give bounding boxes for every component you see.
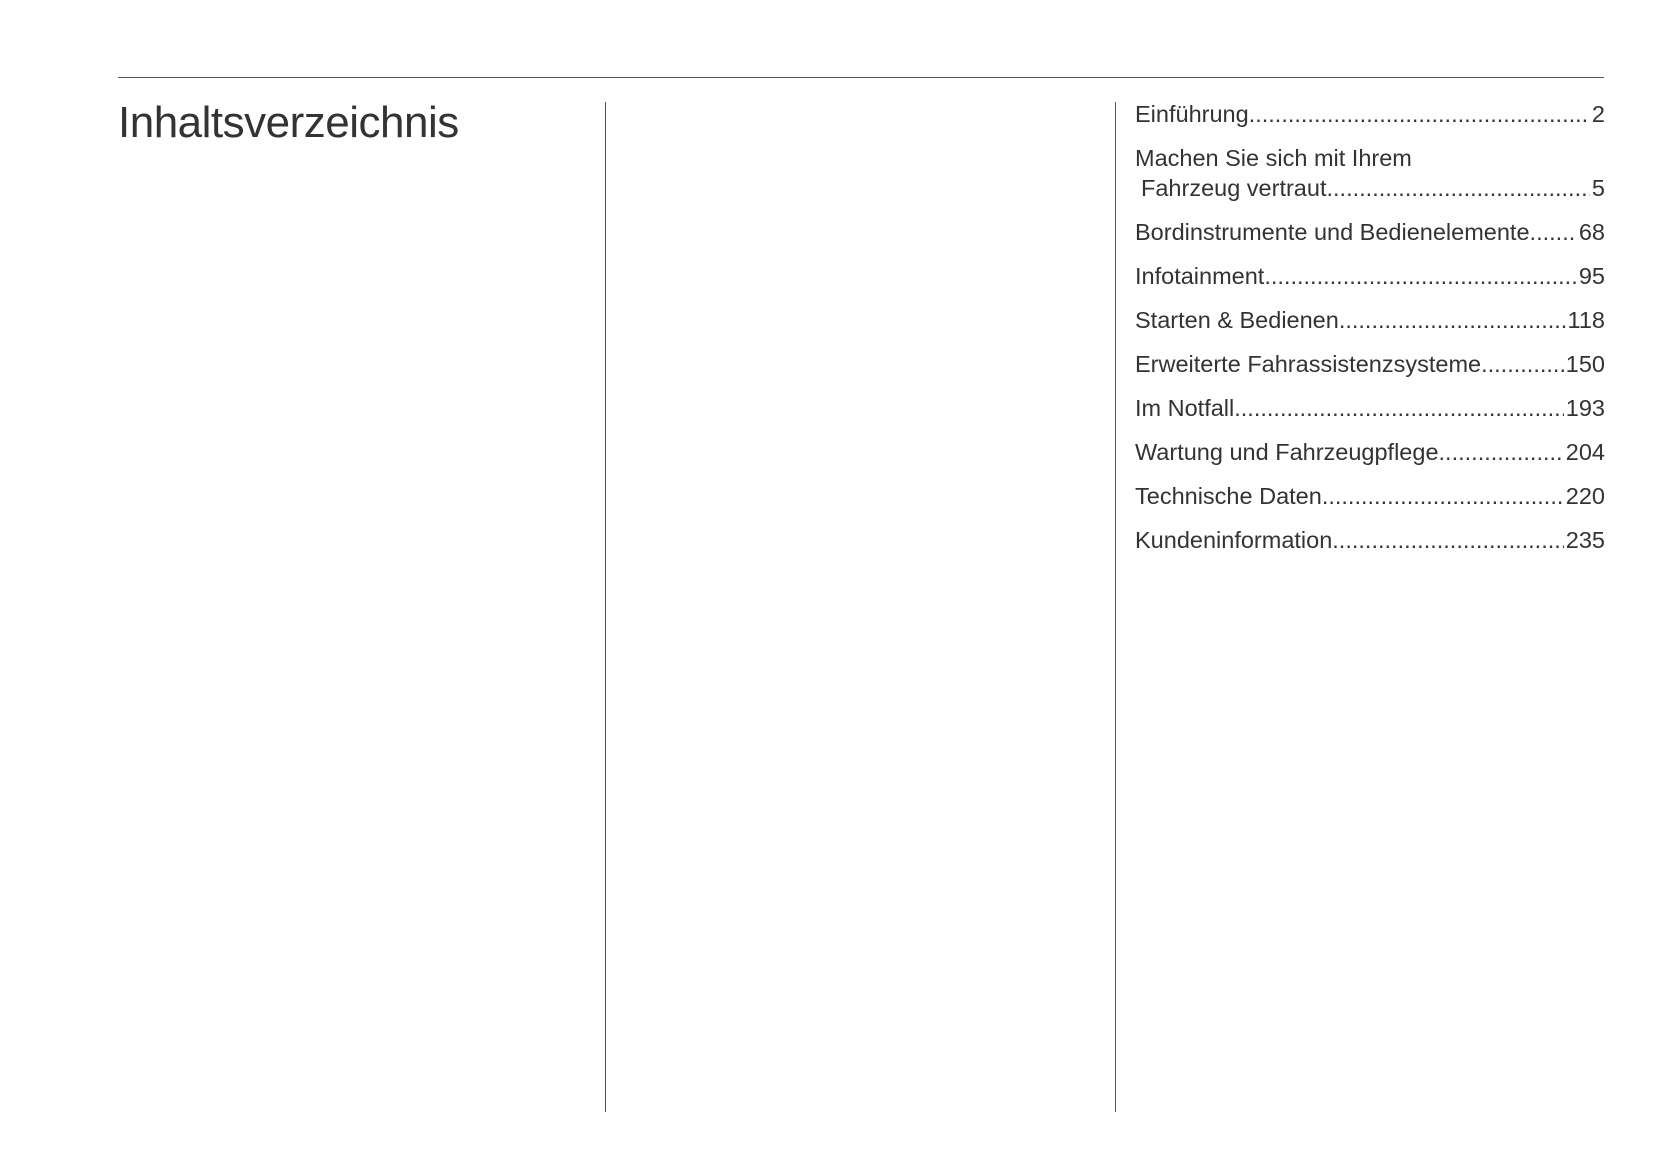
toc-entry-title: Im Notfall: [1135, 395, 1235, 421]
toc-leader-dots: [1322, 481, 1564, 511]
top-rule: [118, 77, 1604, 78]
toc-entry-title: Wartung und Fahrzeugpflege: [1135, 439, 1439, 465]
toc-entry-technische-daten[interactable]: [1135, 481, 1605, 511]
toc-entry-title: Einführung: [1135, 101, 1249, 127]
toc-entry-einfuehrung[interactable]: [1135, 99, 1605, 129]
toc-leader-dots: [1326, 173, 1589, 203]
toc-entry-fahrzeug-vertraut[interactable]: [1135, 143, 1605, 203]
toc-entry-starten-bedienen[interactable]: [1135, 305, 1605, 335]
toc-entry-page: 220: [1565, 483, 1605, 509]
toc-entry-page: 150: [1565, 351, 1605, 377]
toc-entry-title: Starten & Bedienen: [1135, 307, 1339, 333]
toc-entry-page: 204: [1565, 439, 1605, 465]
toc-entry-kundeninformation[interactable]: [1135, 525, 1605, 555]
toc-entry-title: Kundeninformation: [1135, 527, 1333, 553]
toc-leader-dots: [1339, 305, 1566, 335]
toc-leader-dots: [1264, 261, 1577, 291]
toc-leader-dots: [1481, 349, 1564, 379]
toc-entry-page: 2: [1591, 101, 1605, 127]
toc-entry-title-line2: Fahrzeug vertraut: [1141, 175, 1327, 201]
toc-entry-infotainment[interactable]: [1135, 261, 1605, 291]
toc-entry-page: 235: [1565, 527, 1605, 553]
toc-leader-dots: [1249, 99, 1590, 129]
table-of-contents: [1135, 99, 1605, 569]
toc-leader-dots: [1530, 217, 1577, 247]
toc-entry-bordinstrumente[interactable]: [1135, 217, 1605, 247]
toc-entry-title: Bordinstrumente und Bedienelemente: [1135, 219, 1530, 245]
toc-entry-title: Infotainment: [1135, 263, 1265, 289]
toc-entry-title: Erweiterte Fahrassistenzsysteme: [1135, 351, 1482, 377]
page-title: Inhaltsverzeichnis: [118, 98, 459, 147]
toc-entry-page: 68: [1578, 219, 1605, 245]
toc-entry-im-notfall[interactable]: [1135, 393, 1605, 423]
toc-entry-wartung[interactable]: [1135, 437, 1605, 467]
toc-entry-title-line1: Machen Sie sich mit Ihrem: [1135, 145, 1412, 171]
toc-entry-page: 95: [1578, 263, 1605, 289]
column-divider-right: [1115, 102, 1116, 1112]
toc-entry-page: 5: [1591, 175, 1605, 201]
column-divider-left: [605, 102, 606, 1112]
toc-leader-dots: [1234, 393, 1564, 423]
toc-entry-title: Technische Daten: [1135, 483, 1322, 509]
toc-leader-dots: [1332, 525, 1564, 555]
toc-entry-page: 118: [1567, 307, 1605, 333]
toc-entry-fahrassistenzsysteme[interactable]: [1135, 349, 1605, 379]
toc-leader-dots: [1439, 437, 1564, 467]
toc-entry-page: 193: [1565, 395, 1605, 421]
